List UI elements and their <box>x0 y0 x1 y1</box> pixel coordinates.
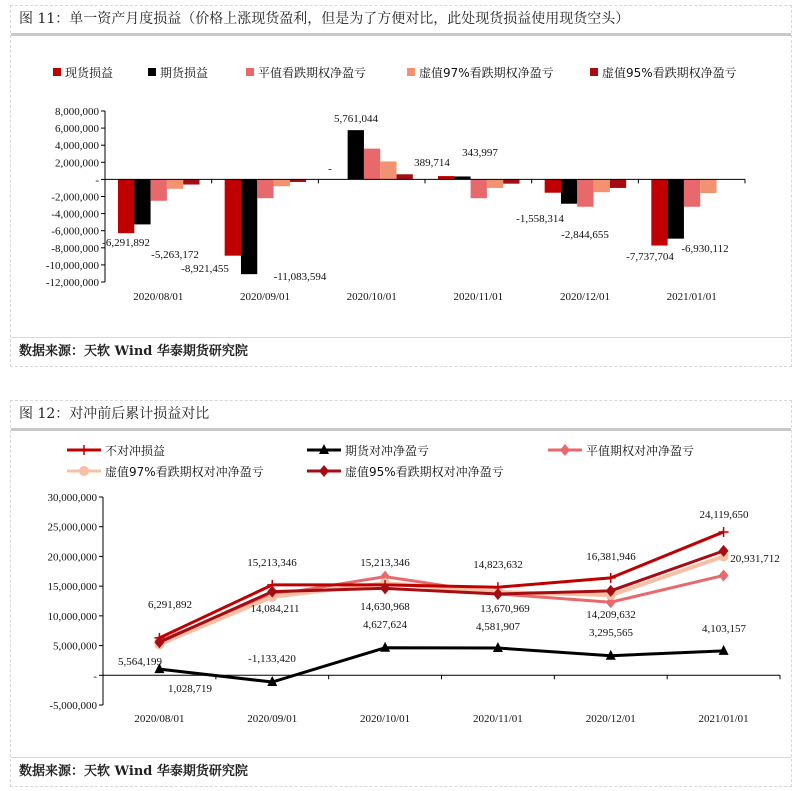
data-label-series-1-2: 5,761,044 <box>334 113 378 125</box>
data-label-series-0-0: -6,291,892 <box>102 237 150 249</box>
y-tick-label: 5,000,000 <box>53 640 97 653</box>
legend-label-series-0: 不对冲损益 <box>105 444 166 458</box>
y-tick-label: - <box>95 174 99 187</box>
x-tick-label: 2020/08/01 <box>133 291 184 303</box>
point-series-2-5 <box>719 569 729 581</box>
y-tick-label: -4,000,000 <box>51 208 99 221</box>
data-label-series-0-0: 6,291,892 <box>148 599 192 611</box>
data-label-series-1-1: -11,083,594 <box>273 271 327 283</box>
data-label-series-0-5: -7,737,704 <box>626 251 674 263</box>
y-tick-label: 6,000,000 <box>55 123 99 136</box>
data-label-series-1-2: 4,627,624 <box>363 619 407 631</box>
legend-label-series-1: 期货损益 <box>160 66 209 80</box>
data-label-series-0-4: 16,381,946 <box>586 551 636 563</box>
data-label-series-4-5: 20,931,712 <box>730 553 780 565</box>
figure-11-source: 数据来源：天软 Wind 华泰期货研究院 <box>11 337 791 366</box>
data-label-series-1-0: -5,263,172 <box>151 249 199 261</box>
x-tick-label: 2020/12/01 <box>559 291 611 303</box>
line-series-3 <box>159 556 723 644</box>
figure-12-source: 数据来源：天软 Wind 华泰期货研究院 <box>11 757 791 786</box>
data-label-series-0-1: -8,921,455 <box>181 263 229 275</box>
data-label-series-0-3: 389,714 <box>414 157 450 169</box>
legend-marker-series-2 <box>560 444 570 456</box>
data-label-series-1-5: -6,930,112 <box>681 243 729 255</box>
legend-label-series-1: 期货对冲净盈亏 <box>345 444 430 458</box>
data-label-series-4-1: 14,084,211 <box>250 603 300 615</box>
legend-marker-series-0 <box>79 445 89 455</box>
legend-marker-series-4 <box>319 465 329 477</box>
data-label-series-0-5: 24,119,650 <box>699 509 749 521</box>
data-label-series-1-5: 4,103,157 <box>702 623 746 635</box>
data-label-series-0-2: 15,213,346 <box>360 557 410 569</box>
x-tick-label: 2020/08/01 <box>134 713 185 725</box>
point-series-0-5 <box>719 527 729 537</box>
data-label-series-1-4: 3,295,565 <box>589 627 633 639</box>
x-tick-label: 2020/12/01 <box>585 713 636 725</box>
legend-label-series-2: 平值期权对冲净盈亏 <box>586 444 695 458</box>
y-tick-label: 25,000,000 <box>47 521 97 534</box>
y-tick-label: -8,000,000 <box>51 242 99 255</box>
data-label-series-0-2: - <box>328 163 332 175</box>
x-tick-label: 2021/01/01 <box>666 291 717 303</box>
legend-marker-series-3 <box>79 466 89 476</box>
data-label-series-1-4: -2,844,655 <box>561 229 609 241</box>
data-label-series-1-0: 1,028,719 <box>168 683 212 695</box>
legend-label-series-4: 虚值95%看跌期权净盈亏 <box>602 66 737 80</box>
figure-12-title: 图 12：对冲前后累计损益对比 <box>11 401 791 431</box>
y-tick-label: -12,000,000 <box>45 277 99 289</box>
y-tick-label: 10,000,000 <box>47 610 97 623</box>
y-tick-label: 30,000,000 <box>47 492 97 504</box>
y-tick-label: - <box>93 670 97 683</box>
y-tick-label: -2,000,000 <box>51 191 99 204</box>
legend-label-series-3: 虚值97%看跌期权对冲净盈亏 <box>105 465 264 479</box>
y-tick-label: 8,000,000 <box>55 106 99 118</box>
legend-label-series-2: 平值看跌期权净盈亏 <box>258 66 367 80</box>
y-tick-label: 2,000,000 <box>55 157 99 170</box>
data-label-series-4-0: 5,564,199 <box>118 656 162 668</box>
data-label-series-1-3: 343,997 <box>462 147 498 159</box>
data-label-series-4-2: 14,630,968 <box>360 601 410 613</box>
data-label-series-1-1: -1,133,420 <box>248 653 296 665</box>
x-tick-label: 2020/10/01 <box>346 291 397 303</box>
legend-label-series-4: 虚值95%看跌期权对冲净盈亏 <box>345 465 504 479</box>
y-tick-label: 20,000,000 <box>47 551 97 564</box>
data-label-series-0-4: -1,558,314 <box>516 213 564 225</box>
x-tick-label: 2020/09/01 <box>247 713 298 725</box>
data-label-series-0-1: 15,213,346 <box>247 557 297 569</box>
x-tick-label: 2020/11/01 <box>473 713 523 725</box>
data-label-series-4-4: 14,209,632 <box>586 609 636 621</box>
data-label-series-0-3: 14,823,632 <box>473 559 523 571</box>
point-series-0-4 <box>606 573 616 583</box>
y-tick-label: 15,000,000 <box>47 581 97 594</box>
figure-11-title: 图 11：单一资产月度损益（价格上涨现货盈利，但是为了方便对比，此处现货损益使用现货空头） <box>11 6 791 36</box>
y-tick-label: 4,000,000 <box>55 140 99 153</box>
legend-label-series-3: 虚值97%看跌期权净盈亏 <box>419 66 554 80</box>
x-tick-label: 2020/11/01 <box>453 291 504 303</box>
x-tick-label: 2020/09/01 <box>239 291 291 303</box>
x-tick-label: 2021/01/01 <box>698 713 749 725</box>
data-label-series-4-3: 13,670,969 <box>480 603 530 615</box>
y-tick-label: -6,000,000 <box>51 225 99 238</box>
x-tick-label: 2020/10/01 <box>360 713 411 725</box>
data-label-series-1-3: 4,581,907 <box>476 621 520 633</box>
y-tick-label: -10,000,000 <box>45 259 99 272</box>
legend-label-series-0: 现货损益 <box>65 66 114 80</box>
y-tick-label: -5,000,000 <box>49 700 97 712</box>
